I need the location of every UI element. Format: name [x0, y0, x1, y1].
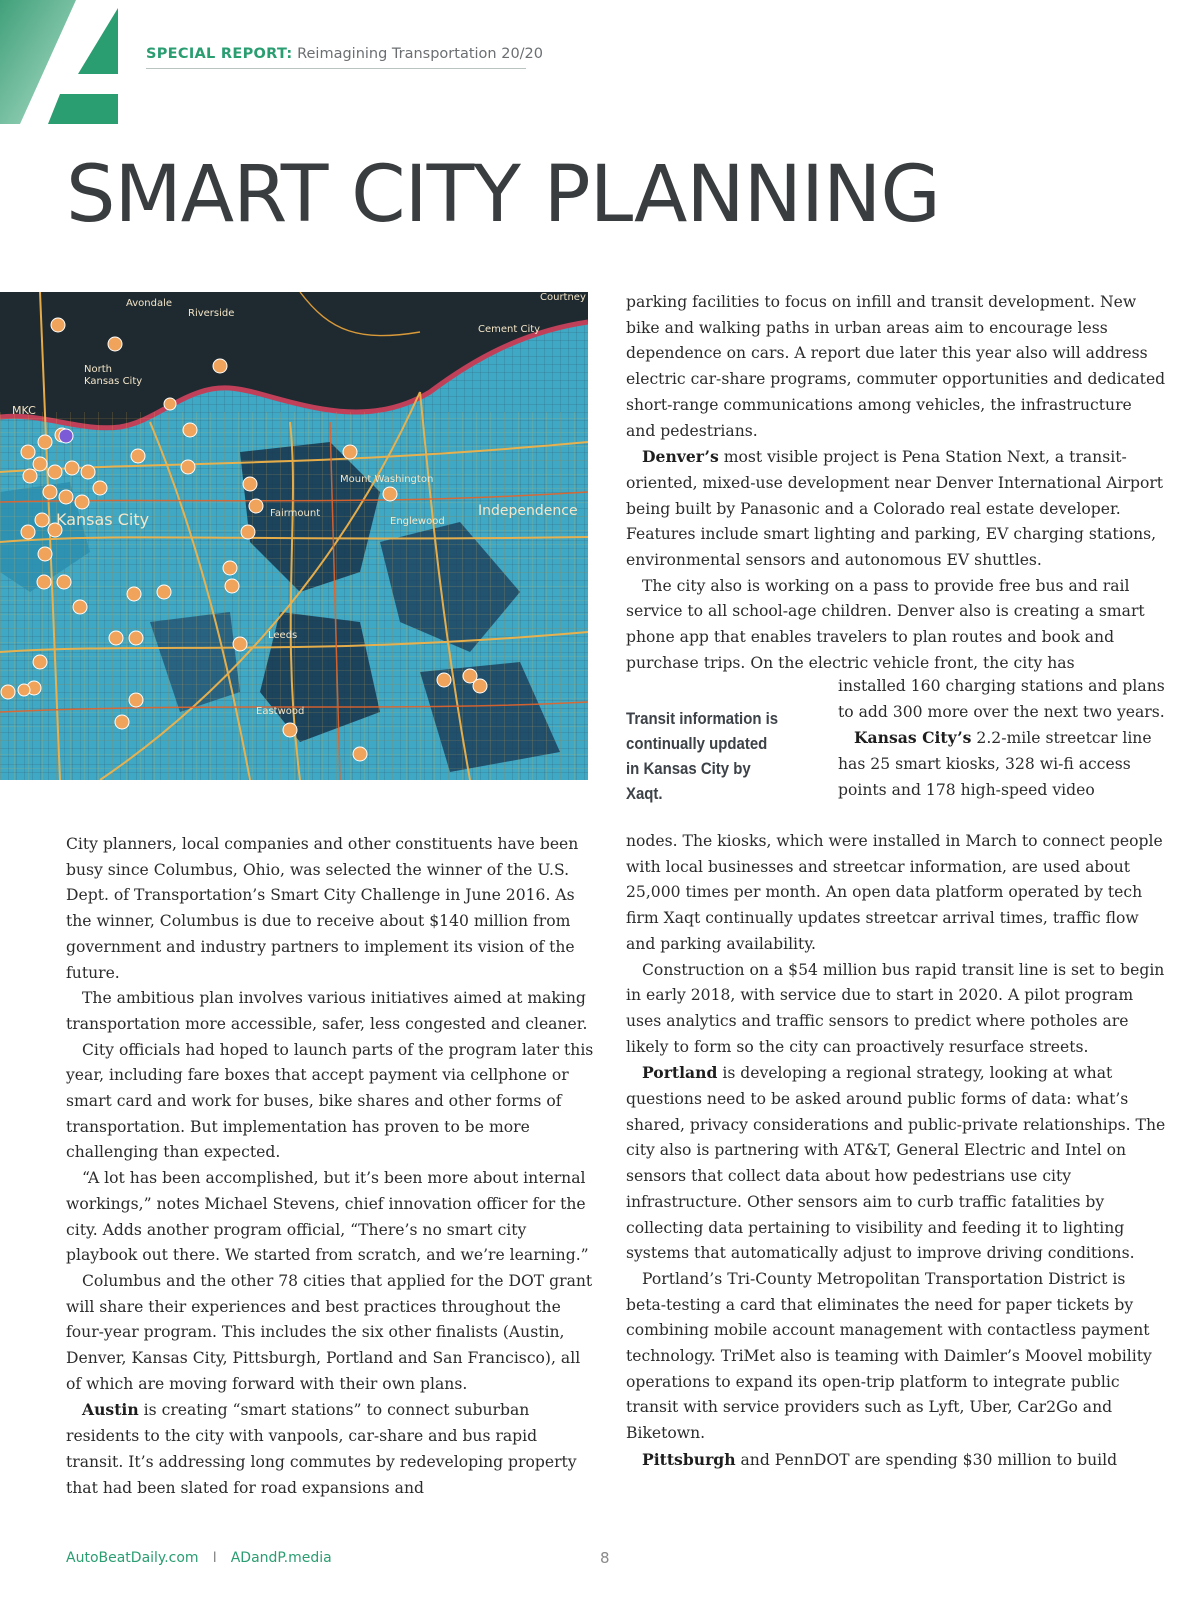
article-column-right-top — [626, 290, 1166, 677]
paragraph: Construction on a $54 million bus rapid transit line is set to begin in early 2018, with service due to start in 2020. A pilot program uses analytics and traffic sensors to predict where potholes are likely to form so the city can proactively resurface streets. — [626, 960, 1165, 1056]
map-label-fairmount: Fairmount — [270, 508, 321, 519]
paragraph — [838, 725, 1168, 803]
paragraph — [626, 1060, 1166, 1267]
article-column-left — [66, 832, 596, 1501]
paragraph: parking facilities to focus on infill and transit development. New bike and walking paths in urban areas aim to encourage less dependence on cars. A report due later this year also will address electric car-share programs, commuter opportunities and dedicated short-range communications among vehicles, the infrastructure and pedestrians. — [626, 293, 1166, 440]
paragraph-text: and PennDOT are spending $30 million to build — [735, 1450, 1118, 1469]
map-label-eastwood: Eastwood — [256, 706, 305, 717]
paragraph-text: most visible project is Pena Station Next, a transit-oriented, mixed-use development near Denver International Airport being built by Panasonic and a Colorado real estate developer. Features include smart lighting and parking, EV charging stations, environmental sensors and autonomous EV shuttles. — [626, 448, 1164, 570]
footer-link-adandp[interactable]: ADandP.media — [230, 1550, 332, 1566]
transit-map-image — [0, 292, 588, 780]
paragraph — [626, 1447, 1166, 1474]
paragraph: The city also is working on a pass to provide free bus and rail service to all school-age children. Denver also is creating a smart phone app that enables travelers to plan routes and book and purchase trips. On the electric vehicle front, the city has — [626, 576, 1145, 672]
special-report-tag: SPECIAL REPORT: — [146, 46, 293, 62]
map-label-independence: Independence — [478, 503, 578, 519]
paragraph: The ambitious plan involves various initiatives aimed at making transportation more accessible, safer, less congested and cleaner. — [66, 989, 588, 1033]
article-column-right-bottom — [626, 829, 1166, 1474]
paragraph — [66, 1397, 596, 1501]
paragraph: nodes. The kiosks, which were installed in March to connect people with local businesses and streetcar information, are used about 25,000 times per month. An open data platform operated by tech firm Xaqt continually updates streetcar arrival times, traffic flow and parking availability. — [626, 832, 1163, 953]
city-name-pittsburgh: Pittsburgh — [642, 1449, 736, 1469]
map-label-mount-washington: Mount Washington — [340, 474, 434, 485]
paragraph: installed 160 charging stations and plans to add 300 more over the next two years. — [838, 677, 1165, 721]
city-name-portland: Portland — [642, 1063, 718, 1083]
paragraph: City planners, local companies and other constituents have been busy since Columbus, Ohio, was selected the winner of the U.S. Dept. of Transportation’s Smart City Challenge in June 2016. As the winner, Columbus is due to receive about $140 million from government and industry partners to implement its vision of the future. — [66, 835, 579, 982]
paragraph: Portland’s Tri-County Metropolitan Transportation District is beta-testing a card that eliminates the need for paper tickets by combining mobile account management with contactless payment technology. TriMet also is teaming with Daimler’s Moovel mobility operations to expand its open-trip platform to integrate public transit with service providers such as Lyft, Uber, Car2Go and Biketown. — [626, 1269, 1152, 1443]
city-name-kansas-city: Kansas City’s — [854, 728, 972, 748]
paragraph-text: is developing a regional strategy, looking at what questions need to be asked around public forms of data: what’s shared, privacy considerations and public-private relationships. The city also is partnering with AT&T, General Electric and Intel on sensors that collect data about how pedestrians use city infrastructure. Other sensors aim to curb traffic fatalities by collecting data pertaining to visibility and feeding it to lighting systems that automatically adjust to improve driving conditions. — [626, 1064, 1166, 1263]
map-label-courtney: Courtney — [540, 292, 586, 303]
map-caption: Transit information is continually updated in Kansas City by Xaqt. — [626, 709, 779, 803]
map-label-north-2: Kansas City — [84, 376, 143, 387]
map-label-riverside: Riverside — [188, 308, 235, 319]
footer-separator: I — [212, 1550, 217, 1566]
report-header — [146, 46, 544, 69]
city-name-austin: Austin — [82, 1400, 139, 1420]
paragraph: Columbus and the other 78 cities that applied for the DOT grant will share their experiences and best practices throughout the four-year program. This includes the six other finalists (Austin, Denver, Kansas City, Pittsburgh, Portland and San Francisco), all of which are moving forward with their own plans. — [66, 1271, 593, 1393]
map-label-englewood: Englewood — [390, 516, 445, 527]
map-label-leeds: Leeds — [268, 630, 298, 641]
page-title: SMART CITY PLANNING — [66, 150, 940, 240]
map-label-avondale: Avondale — [126, 298, 173, 309]
page-number: 8 — [600, 1549, 610, 1567]
map-label-mkc: MKC — [12, 404, 36, 417]
brand-logo — [0, 0, 118, 124]
article-column-right-inset — [838, 674, 1168, 804]
city-name-denver: Denver’s — [642, 447, 719, 467]
footer — [66, 1550, 332, 1566]
paragraph-text: 2.2-mile streetcar line has 25 smart kiosks, 328 wi-fi access points and 178 high-speed video — [838, 729, 1152, 799]
map-label-north-1: North — [84, 364, 112, 375]
report-subtitle: Reimagining Transportation 20/20 — [297, 46, 544, 62]
map-label-cement-city: Cement City — [478, 324, 541, 335]
footer-link-autobeatdaily[interactable]: AutoBeatDaily.com — [66, 1550, 199, 1566]
paragraph-text: is creating “smart stations” to connect suburban residents to the city with vanpools, car-share and bus rapid transit. It’s addressing long commutes by redeveloping property that had been slated for road expansions and — [66, 1401, 577, 1497]
paragraph: City officials had hoped to launch parts of the program later this year, including fare boxes that accept payment via cellphone or smart card and work for buses, bike shares and other forms of transportation. But implementation has proven to be more challenging than expected. — [66, 1040, 594, 1162]
paragraph: “A lot has been accomplished, but it’s been more about internal workings,” notes Michael Stevens, chief innovation officer for the city. Adds another program official, “There’s no smart city playbook out there. We started from scratch, and we’re learning.” — [66, 1169, 589, 1265]
map-label-kansas-city: Kansas City — [56, 510, 150, 529]
paragraph — [626, 444, 1166, 574]
